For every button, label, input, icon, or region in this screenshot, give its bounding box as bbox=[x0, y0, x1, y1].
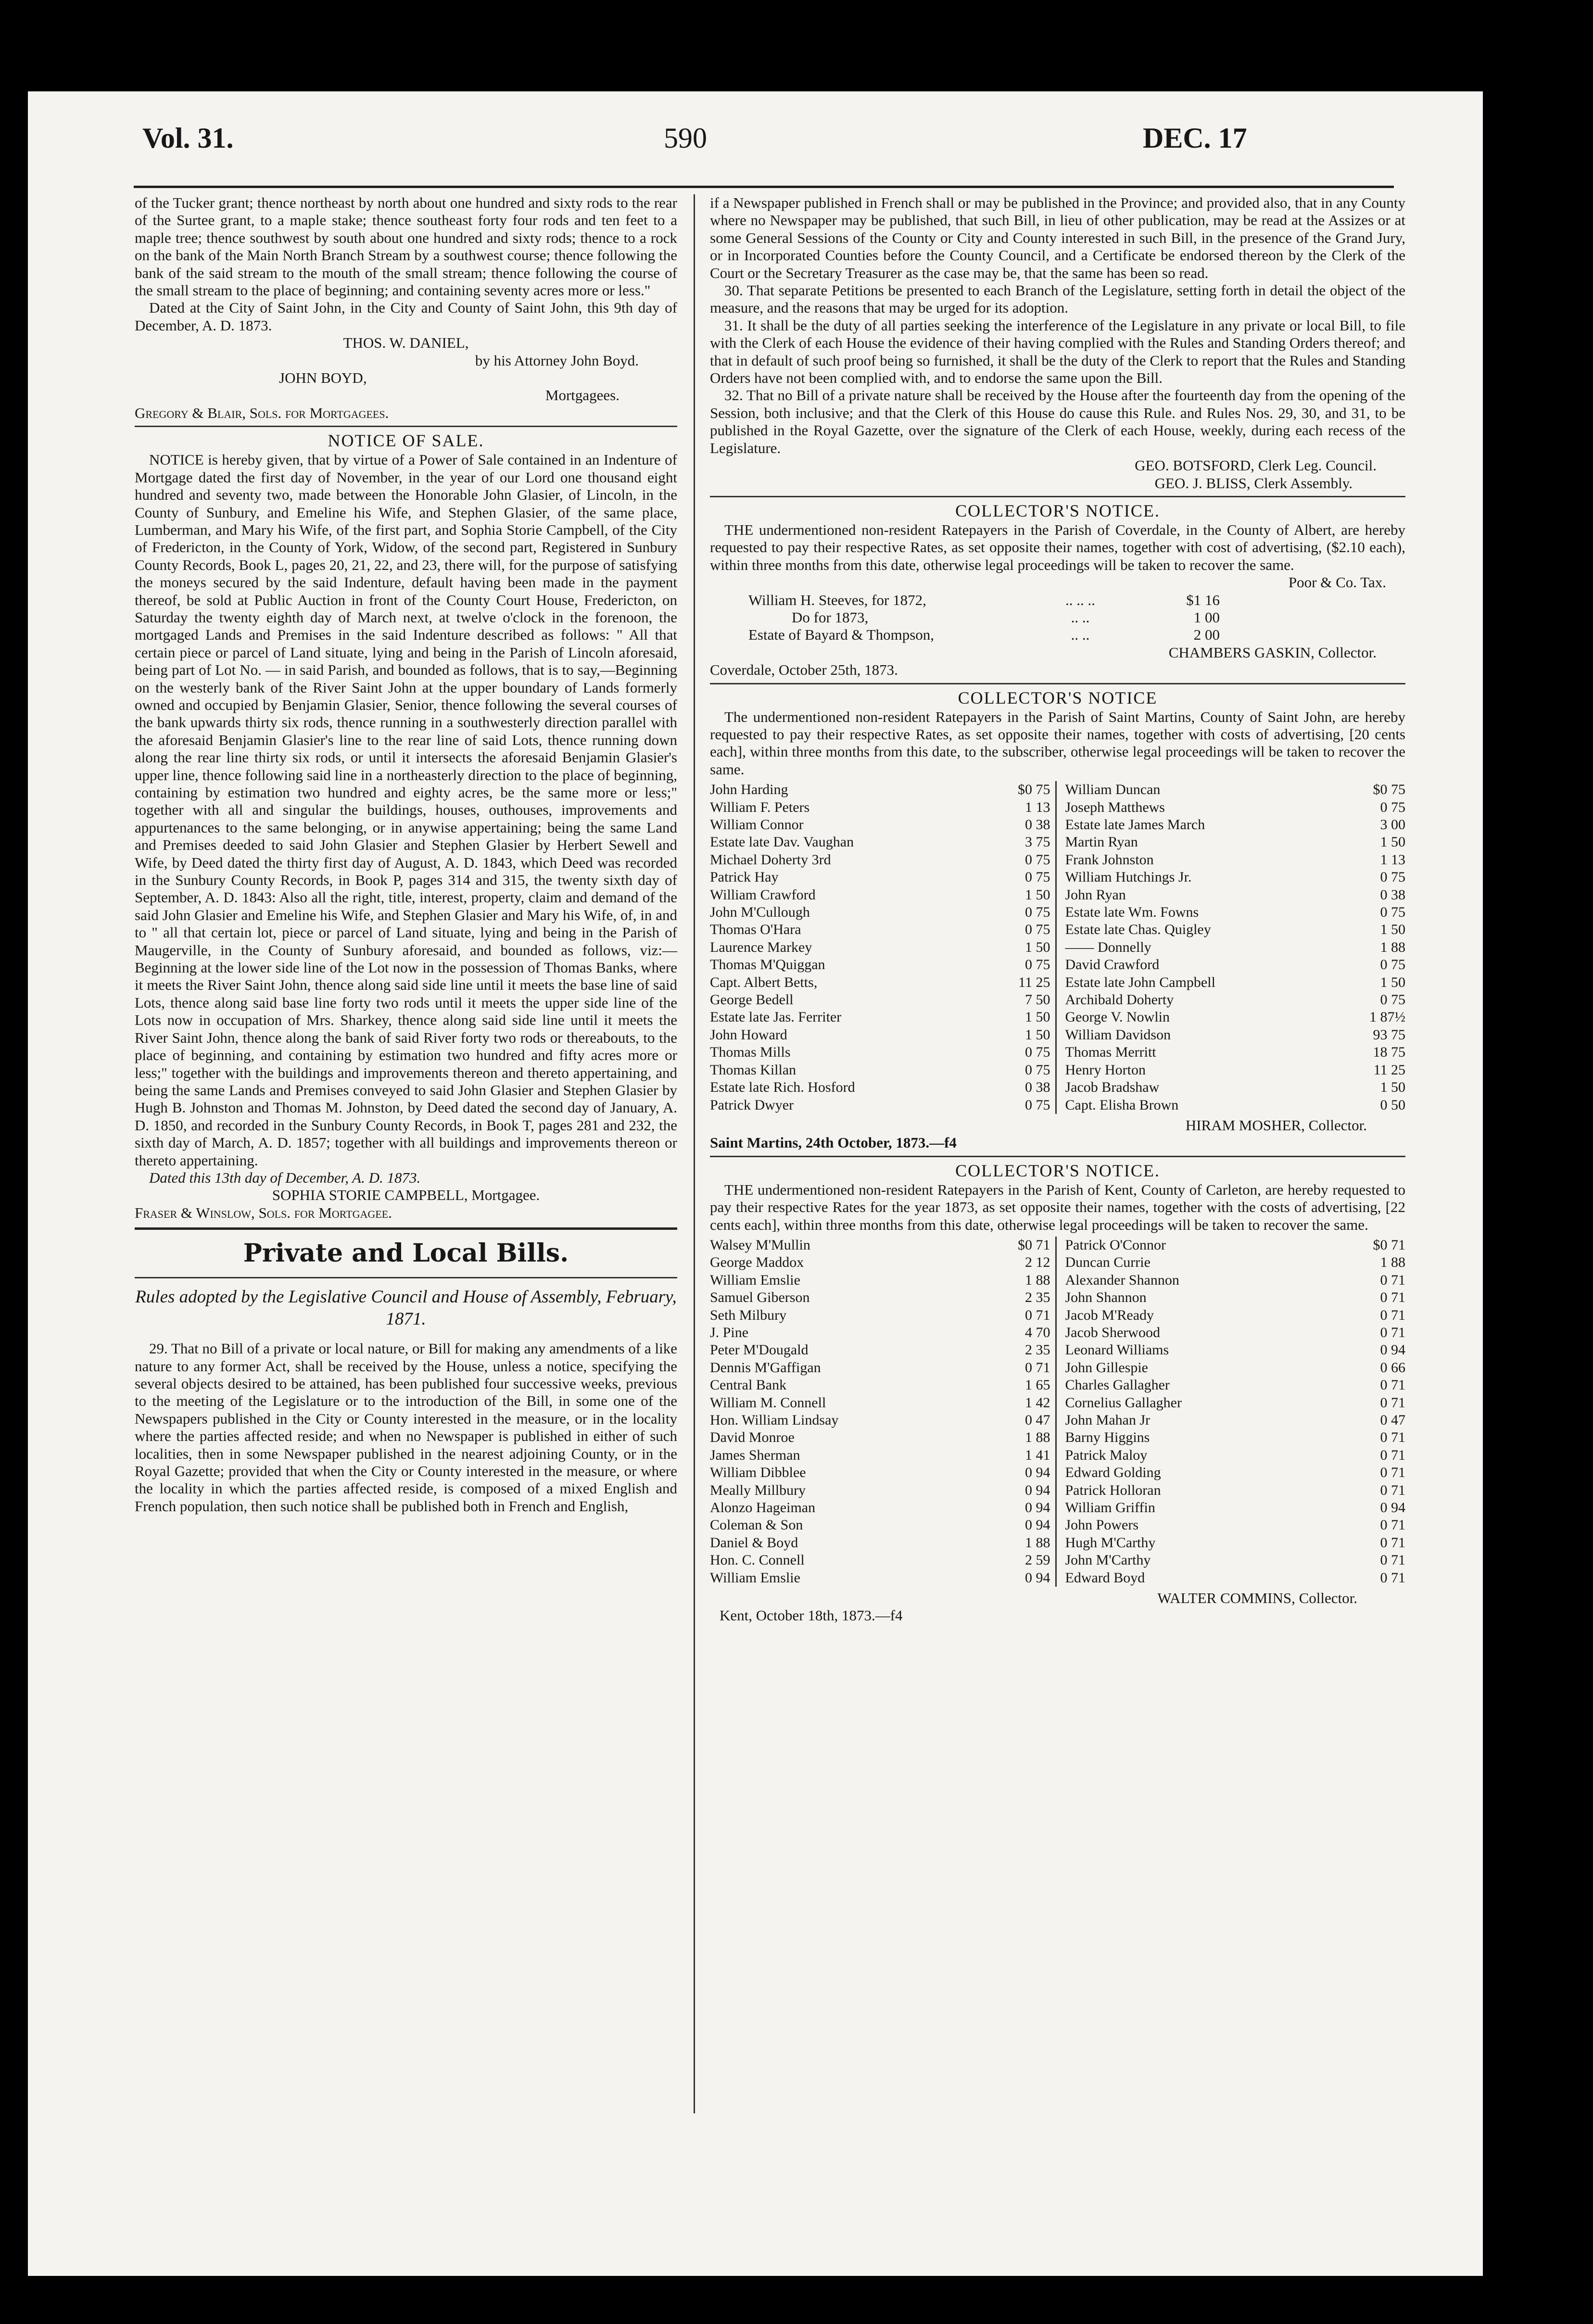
ratepayer-row bbox=[710, 1359, 1050, 1377]
ratepayer-amount: 0 94 bbox=[1025, 1482, 1050, 1498]
ratepayer-row bbox=[1065, 1534, 1406, 1552]
ratepayer-row bbox=[710, 1482, 1050, 1499]
rule-30: 30. That separate Petitions be presented to each Branch of the Legislature, setting forth in detail the object of the measure, and the reasons that may be urged for its adoption. bbox=[710, 282, 1405, 316]
ratepayer-row bbox=[710, 1061, 1050, 1079]
ratepayer-name: Estate late John Campbell bbox=[1065, 974, 1215, 990]
issue-date: DEC. 17 bbox=[1143, 122, 1247, 154]
ratepayer-row bbox=[710, 1272, 1050, 1289]
table-column-left bbox=[710, 781, 1057, 1114]
ratepayer-amount: 0 38 bbox=[1380, 886, 1405, 903]
ratepayer-row bbox=[710, 834, 1050, 851]
ratepayer-amount: 0 75 bbox=[1380, 992, 1405, 1008]
ratepayer-row bbox=[1065, 1324, 1406, 1341]
ratepayer-row bbox=[710, 781, 1050, 798]
ratepayer-amount: 1 88 bbox=[1025, 1272, 1050, 1288]
ratepayer-row bbox=[710, 1534, 1050, 1552]
mortgagee-attorney: by his Attorney John Boyd. bbox=[475, 352, 639, 369]
ratepayer-name: Barny Higgins bbox=[1065, 1429, 1150, 1446]
ratepayer-amount: 1 50 bbox=[1025, 886, 1050, 903]
ratepayer-amount: 0 75 bbox=[1025, 1061, 1050, 1078]
ratepayer-row bbox=[710, 1254, 1050, 1271]
collector-notice-2-body: The undermentioned non-resident Ratepayers in the Parish of Saint Martins, County of Saint John, are hereby requested to pay their respective Rates, as set opposite their names, together with costs of advertising, [20 cents each], within three months from this date, to the subscriber, otherwise legal proceedings will be taken to recover the same. bbox=[710, 708, 1405, 778]
ratepayer-name: Joseph Matthews bbox=[1065, 799, 1165, 815]
notice-of-sale-signature: SOPHIA STORIE CAMPBELL, Mortgagee. bbox=[272, 1187, 540, 1204]
ratepayer-row bbox=[1065, 1009, 1406, 1026]
ratepayer-name: William Duncan bbox=[1065, 782, 1161, 798]
ratepayer-row bbox=[710, 1289, 1050, 1306]
ratepayer-amount: 0 75 bbox=[1025, 869, 1050, 885]
ratepayer-row bbox=[1065, 1482, 1406, 1499]
ratepayer-name: Leonard Williams bbox=[1065, 1342, 1169, 1358]
ratepayer-amount: 1 41 bbox=[1025, 1447, 1050, 1463]
ratepayer-row bbox=[710, 1237, 1050, 1254]
clerk-council: GEO. BOTSFORD, Clerk Leg. Council. bbox=[1135, 457, 1377, 474]
ratepayer-amount: 0 71 bbox=[1380, 1307, 1405, 1323]
ratepayer-amount: 1 50 bbox=[1025, 939, 1050, 955]
ratepayer-name: John Shannon bbox=[1065, 1289, 1147, 1306]
mortgagee-name: THOS. W. DANIEL, bbox=[343, 334, 469, 352]
collector-notice-1-heading: COLLECTOR'S NOTICE. bbox=[710, 496, 1405, 521]
collector-notice-3-body: THE undermentioned non-resident Ratepayers in the Parish of Kent, County of Carleton, are hereby requested to pay their respective Rates for the year 1873, as set opposite their names, together with the costs of advertising, [22 cents each], within three months from this date, otherwise legal proceedings will be taken to recover the same. bbox=[710, 1181, 1405, 1233]
ratepayer-amount: 0 38 bbox=[1025, 817, 1050, 833]
ratepayer-amount: 0 75 bbox=[1025, 851, 1050, 868]
collector-notice-2-heading: COLLECTOR'S NOTICE bbox=[710, 683, 1405, 708]
ratepayer-amount: 1 88 bbox=[1025, 1534, 1050, 1551]
mortgagee-name-2: JOHN BOYD, bbox=[279, 369, 367, 387]
ratepayer-row bbox=[710, 1079, 1050, 1096]
ratepayer-name: Martin Ryan bbox=[1065, 834, 1138, 850]
notice-of-sale-body: NOTICE is hereby given, that by virtue of a Power of Sale contained in an Indenture of Mortgage dated the first day of November, in the year of our Lord one thousand eight hundred and seventy two, made between the Honorable John Glasier, of Lincoln, in the County of Sunbury, and Emeline his Wife, and Stephen Glasier, of the same place, Lumberman, and Mary his Wife, of the first part, and Sophia Storie Campbell, of the City of Fredericton, in the County of York, Widow, of the second part, Registered in Sunbury County Records, Book L, pages 20, 21, 22, and 23, there will, for the purpose of satisfying the moneys secured by the said Indenture, default having been made in the payment thereof, be sold at Public Auction in front of the County Court House, Fredericton, on Saturday the twenty eighth day of March next, at twelve o'clock in the forenoon, the mortgaged Lands and Premises in the said Indenture described as follows: " All that certain piece or parcel of Land situate, lying and being in the Parish of Lincoln aforesaid, being part of Lot No. — in said Parish, and bounded as follows, that is to say,—Beginning on the westerly bank of the River Saint John at the upper boundary of Lands formerly owned and occupied by Benjamin Glasier, Senior, thence following the several courses of the bank upwards thirty six rods, thence running in a southwesterly direction parallel with the aforesaid Benjamin Glasier's line to the rear line of said Lots, thence running down along the rear line thirty six rods, or until it intersects the aforesaid Benjamin Glasier's upper line, thence following said line in a northeasterly direction to the place of beginning, containing by estimation two hundred and eighty acres, be the same more or less;" together with all and singular the buildings, houses, outhouses, improvements and appurtenances to the same belonging, or in anywise appertaining; being the same Land and Premises deeded to said John Glasier and Stephen Glasier by Herbert Sewell and Wife, by Deed dated the thirty first day of August, A. D. 1843, which Deed was recorded in the Sunbury County Records, in Book P, pages 314 and 315, the twenty sixth day of September, A. D. 1843: Also all the right, title, interest, property, claim and demand of the said John Glasier and Emeline his Wife, and Stephen Glasier and Mary his Wife, of, in and to " all that certain lot, piece or parcel of Land situate, lying and being in the Parish of Maugerville, in the County of Sunbury aforesaid, and bounded as follows, viz:—Beginning at the lower side line of the Lot now in the possession of Thomas Banks, where it meets the River Saint John, thence along said side line until it meets the base line of said Lots, thence along said base line forty two rods until it meets the upper side line of the Lots now in occupation of Mrs. Sharkey, thence along said side line until it meets the River Saint John, thence along the bank of said River forty two rods or thereabouts, to the place of beginning, and containing by estimation two hundred and fifty acres more or less;" together with the buildings and improvements thereon and thereto appertaining, and being the same Lands and Premises conveyed to said John Glasier and Stephen Glasier by Hugh B. Johnston and Thomas M. Johnston, by Deed dated the second day of January, A. D. 1850, and recorded in the Sunbury County Records, in Book T, pages 281 and 232, the sixth day of March, A. D. 1857; together with all buildings and improvements thereon or thereto appertaining. bbox=[135, 451, 677, 1169]
ratepayer-row bbox=[1065, 1394, 1406, 1412]
ratepayer-amount: 0 71 bbox=[1380, 1569, 1405, 1586]
collector-notice-2-signature: HIRAM MOSHER, Collector. bbox=[1185, 1116, 1367, 1134]
ratepayer-row bbox=[710, 1429, 1050, 1446]
rate-row: Estate of Bayard & Thompson, .. .. 2 00 bbox=[748, 626, 1220, 644]
ratepayer-name: Capt. Albert Betts, bbox=[710, 974, 818, 990]
ratepayer-name: Thomas M'Quiggan bbox=[710, 957, 825, 973]
ratepayer-row bbox=[1065, 1237, 1406, 1254]
ratepayer-row bbox=[710, 1552, 1050, 1569]
ratepayer-amount: 2 35 bbox=[1025, 1342, 1050, 1358]
ratepayer-row bbox=[710, 956, 1050, 973]
ratepayer-amount: 0 71 bbox=[1380, 1465, 1405, 1481]
ratepayer-row bbox=[1065, 886, 1406, 904]
solicitors-line: Gregory & Blair, Sols. for Mortgagees. bbox=[135, 404, 389, 421]
collector-notice-1-date: Coverdale, October 25th, 1873. bbox=[710, 661, 898, 679]
ratepayer-amount: 0 71 bbox=[1380, 1482, 1405, 1498]
rules-adopted-heading: Rules adopted by the Legislative Council and House of Assembly, February, 1871. bbox=[135, 1277, 677, 1330]
ratepayer-amount: 0 94 bbox=[1025, 1500, 1050, 1516]
ratepayer-amount: 1 13 bbox=[1025, 799, 1050, 815]
ratepayer-amount: 0 75 bbox=[1025, 1044, 1050, 1061]
ratepayer-row bbox=[710, 1569, 1050, 1587]
ratepayer-amount: 0 71 bbox=[1380, 1272, 1405, 1288]
ratepayer-amount: 0 71 bbox=[1380, 1377, 1405, 1393]
ratepayer-amount: 1 50 bbox=[1380, 974, 1405, 990]
ratepayer-name: William Crawford bbox=[710, 886, 816, 903]
ratepayer-name: Michael Doherty 3rd bbox=[710, 851, 831, 868]
mortgage-continuation: of the Tucker grant; thence northeast by north about one hundred and sixty rods to the rear of the Surtee grant, to a maple stake; thence southeast forty four rods and ten feet to a maple tree; thence southwest by south about one hundred and sixty rods; thence to a rock on the bank of the Main North Branch Stream by a southwest course; thence following the bank of the said stream to the mouth of the small stream; thence following the course of the small stream to the place of beginning; and containing seventy acres more or less." bbox=[135, 194, 677, 299]
ratepayer-row bbox=[1065, 1569, 1406, 1587]
ratepayer-row bbox=[1065, 1429, 1406, 1446]
ratepayer-name: Duncan Currie bbox=[1065, 1254, 1150, 1271]
ratepayer-row bbox=[1065, 1307, 1406, 1324]
notice-of-sale-solicitors: Fraser & Winslow, Sols. for Mortgagee. bbox=[135, 1204, 392, 1221]
ratepayer-amount: 1 88 bbox=[1380, 1254, 1405, 1271]
collector-notice-1-column-head: Poor & Co. Tax. bbox=[1288, 574, 1386, 591]
ratepayer-amount: 1 50 bbox=[1380, 834, 1405, 850]
ratepayer-name: William Hutchings Jr. bbox=[1065, 869, 1192, 885]
table-column-left bbox=[710, 1237, 1057, 1587]
ratepayer-name: Estate late Chas. Quigley bbox=[1065, 922, 1211, 938]
ratepayer-name: Cornelius Gallagher bbox=[1065, 1394, 1182, 1411]
ratepayer-amount: 0 75 bbox=[1380, 904, 1405, 921]
ratepayer-name: Daniel & Boyd bbox=[710, 1534, 798, 1551]
ratepayer-name: Edward Golding bbox=[1065, 1465, 1161, 1481]
ratepayer-name: Hugh M'Carthy bbox=[1065, 1534, 1156, 1551]
notice-of-sale-heading: NOTICE OF SALE. bbox=[135, 426, 677, 451]
ratepayer-name: John M'Carthy bbox=[1065, 1552, 1151, 1568]
collector-notice-1-signature: CHAMBERS GASKIN, Collector. bbox=[1168, 644, 1377, 661]
ratepayer-amount: 0 75 bbox=[1380, 869, 1405, 885]
ratepayer-name: William Emslie bbox=[710, 1272, 800, 1288]
ratepayer-row bbox=[1065, 1289, 1406, 1306]
ratepayer-amount: 1 50 bbox=[1380, 1079, 1405, 1096]
ratepayer-amount: 0 94 bbox=[1025, 1569, 1050, 1586]
ratepayer-amount: 11 25 bbox=[1373, 1061, 1405, 1078]
ratepayer-name: William Griffin bbox=[1065, 1500, 1155, 1516]
ratepayer-row bbox=[1065, 869, 1406, 886]
ratepayer-amount: 2 12 bbox=[1025, 1254, 1050, 1271]
ratepayer-row bbox=[1065, 816, 1406, 834]
ratepayer-name: Dennis M'Gaffigan bbox=[710, 1359, 821, 1376]
ratepayer-name: John Mahan Jr bbox=[1065, 1412, 1150, 1428]
ratepayer-row bbox=[710, 974, 1050, 991]
collector-notice-1-body: THE undermentioned non-resident Ratepayers in the Parish of Coverdale, in the County of Albert, are hereby requested to pay their respective Rates, as set opposite their names, together with cost of advertising, ($2.10 each), within three months from this date, otherwise legal proceedings will be taken to recover the same. bbox=[710, 521, 1405, 573]
ratepayer-amount: 11 25 bbox=[1018, 974, 1050, 990]
ratepayer-name: George Maddox bbox=[710, 1254, 804, 1271]
ratepayer-amount: 0 71 bbox=[1025, 1359, 1050, 1376]
ratepayer-row bbox=[1065, 956, 1406, 973]
ratepayer-amount: $0 75 bbox=[1018, 782, 1050, 798]
ratepayer-name: George Bedell bbox=[710, 992, 794, 1008]
ratepayer-name: Alexander Shannon bbox=[1065, 1272, 1179, 1288]
ratepayer-amount: 4 70 bbox=[1025, 1324, 1050, 1340]
ratepayer-row bbox=[1065, 799, 1406, 816]
ratepayer-name: John Howard bbox=[710, 1026, 787, 1043]
ratepayer-name: William Dibblee bbox=[710, 1465, 806, 1481]
ratepayer-name: Jacob Bradshaw bbox=[1065, 1079, 1160, 1096]
ratepayer-amount: 2 35 bbox=[1025, 1289, 1050, 1306]
ratepayer-name: Alonzo Hageiman bbox=[710, 1500, 816, 1516]
ratepayer-row bbox=[1065, 1412, 1406, 1429]
ratepayer-amount: 7 50 bbox=[1025, 992, 1050, 1008]
collector-notice-3-signature: WALTER COMMINS, Collector. bbox=[1157, 1590, 1357, 1607]
ratepayer-amount: 0 50 bbox=[1380, 1097, 1405, 1113]
collector-notice-2-table bbox=[710, 781, 1405, 1114]
rule-29-continued: if a Newspaper published in French shall or may be published in the Province; and provided also, that in any County where no Newspaper may be published, that such Bill, in lieu of other publication, may be read at the Assizes or at some General Sessions of the County or City and County interested in such Bill, in the presence of the Grand Jury, or in Incorporated Counties before the County Council, and a Certificate be endorsed thereon by the Clerk of the Court or the Secretary Treasurer as the case may be, that the same has been so read. bbox=[710, 194, 1405, 281]
ratepayer-amount: 0 71 bbox=[1380, 1534, 1405, 1551]
ratepayer-row bbox=[1065, 991, 1406, 1009]
ratepayer-name: Thomas O'Hara bbox=[710, 922, 801, 938]
ratepayer-row bbox=[1065, 1254, 1406, 1271]
ratepayer-row bbox=[710, 1464, 1050, 1481]
ratepayer-row bbox=[710, 1412, 1050, 1429]
ratepayer-name: William Davidson bbox=[1065, 1026, 1171, 1043]
ratepayer-name: John Powers bbox=[1065, 1517, 1139, 1533]
ratepayer-name: Patrick Maloy bbox=[1065, 1447, 1148, 1463]
table-column-right bbox=[1057, 781, 1406, 1114]
ratepayer-amount: 0 38 bbox=[1025, 1079, 1050, 1096]
collector-notice-2-date: Saint Martins, 24th October, 1873.—f4 bbox=[710, 1134, 957, 1151]
ratepayer-amount: 0 71 bbox=[1380, 1517, 1405, 1533]
ratepayer-name: Estate late Rich. Hosford bbox=[710, 1079, 855, 1096]
volume-number: Vol. 31. bbox=[142, 122, 234, 154]
ratepayer-name: John Ryan bbox=[1065, 886, 1126, 903]
ratepayer-row bbox=[710, 851, 1050, 869]
ratepayer-name: Seth Milbury bbox=[710, 1307, 787, 1323]
ratepayer-name: Coleman & Son bbox=[710, 1517, 803, 1533]
rate-row: William H. Steeves, for 1872, .. .. .. $1 16 bbox=[748, 591, 1220, 608]
ratepayer-row bbox=[710, 886, 1050, 904]
ratepayer-amount: $0 75 bbox=[1373, 782, 1405, 798]
ratepayer-amount: 1 13 bbox=[1380, 851, 1405, 868]
right-column bbox=[710, 194, 1405, 2243]
ratepayer-amount: 0 75 bbox=[1380, 799, 1405, 815]
rule-29: 29. That no Bill of a private or local nature, or Bill for making any amendments of a like nature to any former Act, shall be received by the House, unless a notice, specifying the several objects desired to be attained, has been published four successive weeks, previous to the meeting of the Legislature or to the introduction of the Bill, in some one of the Newspapers published in the City or County interested in the measure, or in the locality where the parties affected reside; and when no Newspaper is published in either of such localities, then in some Newspaper published in the nearest adjoining County, or in the Royal Gazette; provided that when the City or County interested in the measure, or where the locality in which the parties affected reside, is composed of a mixed English and French population, then such notice shall be published both in French and English, bbox=[135, 1340, 677, 1515]
ratepayer-name: William Emslie bbox=[710, 1569, 800, 1586]
ratepayer-name: Laurence Markey bbox=[710, 939, 812, 955]
ratepayer-amount: 2 59 bbox=[1025, 1552, 1050, 1568]
ratepayer-amount: 0 75 bbox=[1380, 957, 1405, 973]
ratepayer-name: Meally Millbury bbox=[710, 1482, 806, 1498]
ratepayer-row bbox=[1065, 1061, 1406, 1079]
ratepayer-name: —— Donnelly bbox=[1065, 939, 1151, 955]
ratepayer-amount: 0 75 bbox=[1025, 904, 1050, 921]
ratepayer-name: Patrick O'Connor bbox=[1065, 1237, 1166, 1253]
ratepayer-amount: 0 71 bbox=[1025, 1307, 1050, 1323]
ratepayer-amount: $0 71 bbox=[1373, 1237, 1405, 1253]
ratepayer-row bbox=[1065, 1464, 1406, 1481]
ratepayer-row bbox=[710, 1026, 1050, 1044]
ratepayer-row bbox=[1065, 1377, 1406, 1394]
ratepayer-amount: 0 47 bbox=[1380, 1412, 1405, 1428]
ratepayer-name: Walsey M'Mullin bbox=[710, 1237, 810, 1253]
ratepayer-row bbox=[710, 921, 1050, 938]
ratepayer-row bbox=[1065, 904, 1406, 921]
ratepayer-row bbox=[1065, 1097, 1406, 1114]
ratepayer-row bbox=[710, 1377, 1050, 1394]
ratepayer-amount: 1 87½ bbox=[1369, 1009, 1405, 1025]
ratepayer-name: Thomas Merritt bbox=[1065, 1044, 1156, 1061]
ratepayer-row bbox=[1065, 1516, 1406, 1534]
ratepayer-amount: 1 50 bbox=[1380, 922, 1405, 938]
ratepayer-name: Jacob M'Ready bbox=[1065, 1307, 1154, 1323]
ratepayer-name: David Crawford bbox=[1065, 957, 1160, 973]
ratepayer-amount: 18 75 bbox=[1373, 1044, 1405, 1061]
ratepayer-row bbox=[710, 939, 1050, 956]
ratepayer-amount: 1 65 bbox=[1025, 1377, 1050, 1393]
ratepayer-row bbox=[1065, 1079, 1406, 1096]
ratepayer-name: Samuel Giberson bbox=[710, 1289, 810, 1306]
rule-32: 32. That no Bill of a private nature shall be received by the House after the fourteenth day from the opening of the Session, both inclusive; and that the Clerk of this House do cause this Rule. and Rules Nos. 29, 30, and 31, to be published in the Royal Gazette, over the signature of the Clerk of each House, weekly, during each recess of the Legislature. bbox=[710, 387, 1405, 456]
ratepayer-row bbox=[1065, 1044, 1406, 1061]
ratepayer-amount: 93 75 bbox=[1373, 1026, 1405, 1043]
ratepayer-amount: 1 50 bbox=[1025, 1026, 1050, 1043]
ratepayer-amount: 0 71 bbox=[1380, 1429, 1405, 1446]
ratepayer-row bbox=[1065, 921, 1406, 938]
ratepayer-amount: 1 88 bbox=[1380, 939, 1405, 955]
ratepayer-row bbox=[1065, 834, 1406, 851]
ratepayer-row bbox=[710, 1324, 1050, 1341]
ratepayer-row bbox=[1065, 1026, 1406, 1044]
ratepayer-row bbox=[710, 1009, 1050, 1026]
ratepayer-name: Estate late Dav. Vaughan bbox=[710, 834, 854, 850]
rate-row: Do for 1873, .. .. 1 00 bbox=[792, 608, 1220, 626]
ratepayer-row bbox=[1065, 1272, 1406, 1289]
running-header bbox=[28, 91, 1483, 192]
ratepayer-name: James Sherman bbox=[710, 1447, 800, 1463]
newspaper-page bbox=[28, 91, 1483, 2276]
table-column-right bbox=[1057, 1237, 1406, 1587]
ratepayer-amount: $0 71 bbox=[1018, 1237, 1050, 1253]
ratepayer-name: Peter M'Dougald bbox=[710, 1342, 809, 1358]
ratepayer-amount: 0 71 bbox=[1380, 1324, 1405, 1340]
ratepayer-name: Capt. Elisha Brown bbox=[1065, 1097, 1179, 1113]
ratepayer-row bbox=[710, 991, 1050, 1009]
ratepayer-row bbox=[1065, 974, 1406, 991]
ratepayer-name: William F. Peters bbox=[710, 799, 810, 815]
ratepayer-amount: 3 00 bbox=[1380, 817, 1405, 833]
ratepayer-row bbox=[1065, 939, 1406, 956]
ratepayer-amount: 0 47 bbox=[1025, 1412, 1050, 1428]
ratepayer-name: Hon. William Lindsay bbox=[710, 1412, 839, 1428]
clerk-assembly: GEO. J. BLISS, Clerk Assembly. bbox=[1154, 474, 1353, 492]
ratepayer-name: Estate late James March bbox=[1065, 817, 1205, 833]
ratepayer-row bbox=[710, 1341, 1050, 1359]
ratepayer-name: Jacob Sherwood bbox=[1065, 1324, 1160, 1340]
ratepayer-row bbox=[710, 1447, 1050, 1464]
collector-notice-1-rows bbox=[710, 592, 1405, 644]
ratepayer-name: Patrick Holloran bbox=[1065, 1482, 1161, 1498]
ratepayer-amount: 3 75 bbox=[1025, 834, 1050, 850]
ratepayer-name: J. Pine bbox=[710, 1324, 749, 1340]
ratepayer-name: Henry Horton bbox=[1065, 1061, 1146, 1078]
ratepayer-name: Archibald Doherty bbox=[1065, 992, 1174, 1008]
column-divider bbox=[694, 194, 695, 2113]
ratepayer-amount: 0 71 bbox=[1380, 1447, 1405, 1463]
ratepayer-row bbox=[1065, 781, 1406, 798]
ratepayer-name: Thomas Mills bbox=[710, 1044, 791, 1061]
ratepayer-row bbox=[710, 1044, 1050, 1061]
ratepayer-name: John M'Cullough bbox=[710, 904, 810, 921]
ratepayer-name: Patrick Dwyer bbox=[710, 1097, 794, 1113]
notice-of-sale-dated: Dated this 13th day of December, A. D. 1873. bbox=[149, 1169, 421, 1186]
ratepayer-name: John Gillespie bbox=[1065, 1359, 1148, 1376]
ratepayer-amount: 0 94 bbox=[1025, 1465, 1050, 1481]
ratepayer-amount: 0 75 bbox=[1025, 922, 1050, 938]
ratepayer-name: David Monroe bbox=[710, 1429, 795, 1446]
ratepayer-name: Estate late Wm. Fowns bbox=[1065, 904, 1199, 921]
ratepayer-name: William M. Connell bbox=[710, 1394, 826, 1411]
ratepayer-row bbox=[710, 816, 1050, 834]
collector-notice-3-table bbox=[710, 1237, 1405, 1587]
ratepayer-row bbox=[1065, 851, 1406, 869]
ratepayer-amount: 0 71 bbox=[1380, 1552, 1405, 1568]
ratepayer-amount: 1 88 bbox=[1025, 1429, 1050, 1446]
ratepayer-amount: 0 71 bbox=[1380, 1289, 1405, 1306]
ratepayer-name: Central Bank bbox=[710, 1377, 787, 1393]
ratepayer-name: Charles Gallagher bbox=[1065, 1377, 1170, 1393]
ratepayer-row bbox=[710, 1097, 1050, 1114]
ratepayer-amount: 1 50 bbox=[1025, 1009, 1050, 1025]
ratepayer-amount: 0 75 bbox=[1025, 957, 1050, 973]
ratepayer-amount: 0 94 bbox=[1380, 1500, 1405, 1516]
ratepayer-row bbox=[1065, 1341, 1406, 1359]
ratepayer-name: Edward Boyd bbox=[1065, 1569, 1145, 1586]
ratepayer-row bbox=[1065, 1447, 1406, 1464]
ratepayer-name: Estate late Jas. Ferriter bbox=[710, 1009, 842, 1025]
ratepayer-amount: 0 75 bbox=[1025, 1097, 1050, 1113]
ratepayer-row bbox=[710, 799, 1050, 816]
page-number: 590 bbox=[664, 122, 707, 154]
ratepayer-amount: 1 42 bbox=[1025, 1394, 1050, 1411]
mortgagees-label: Mortgagees. bbox=[545, 387, 620, 404]
ratepayer-amount: 0 94 bbox=[1380, 1342, 1405, 1358]
ratepayer-row bbox=[1065, 1359, 1406, 1377]
ratepayer-amount: 0 66 bbox=[1380, 1359, 1405, 1376]
ratepayer-row bbox=[710, 1307, 1050, 1324]
ratepayer-row bbox=[710, 904, 1050, 921]
ratepayer-row bbox=[1065, 1552, 1406, 1569]
ratepayer-name: Hon. C. Connell bbox=[710, 1552, 805, 1568]
ratepayer-name: George V. Nowlin bbox=[1065, 1009, 1170, 1025]
ratepayer-amount: 0 94 bbox=[1025, 1517, 1050, 1533]
ratepayer-row bbox=[710, 869, 1050, 886]
ratepayer-name: Thomas Killan bbox=[710, 1061, 796, 1078]
header-rule bbox=[134, 186, 1394, 188]
ratepayer-amount: 0 71 bbox=[1380, 1394, 1405, 1411]
left-column bbox=[135, 194, 677, 2243]
ratepayer-row bbox=[710, 1394, 1050, 1412]
rule-31: 31. It shall be the duty of all parties seeking the interference of the Legislature in any private or local Bill, to file with the Clerk of each House the evidence of their having complied with the Rules and Standing Orders thereof; and that in default of such proof being so furnished, it shall be the duty of the Clerk to report that the Rules and Standing Orders have not been complied with, and to endorse the same upon the Bill. bbox=[710, 316, 1405, 387]
collector-notice-3-date: Kent, October 18th, 1873.—f4 bbox=[720, 1607, 903, 1624]
ratepayer-name: Patrick Hay bbox=[710, 869, 779, 885]
ratepayer-row bbox=[710, 1499, 1050, 1516]
ratepayer-row bbox=[710, 1516, 1050, 1534]
mortgage-dated: Dated at the City of Saint John, in the City and County of Saint John, this 9th day of December, A. D. 1873. bbox=[135, 299, 677, 334]
ratepayer-name: William Connor bbox=[710, 817, 804, 833]
collector-notice-3-heading: COLLECTOR'S NOTICE. bbox=[710, 1156, 1405, 1181]
private-local-bills-heading: Private and Local Bills. bbox=[135, 1227, 677, 1270]
ratepayer-row bbox=[1065, 1499, 1406, 1516]
ratepayer-name: Frank Johnston bbox=[1065, 851, 1154, 868]
ratepayer-name: John Harding bbox=[710, 782, 788, 798]
